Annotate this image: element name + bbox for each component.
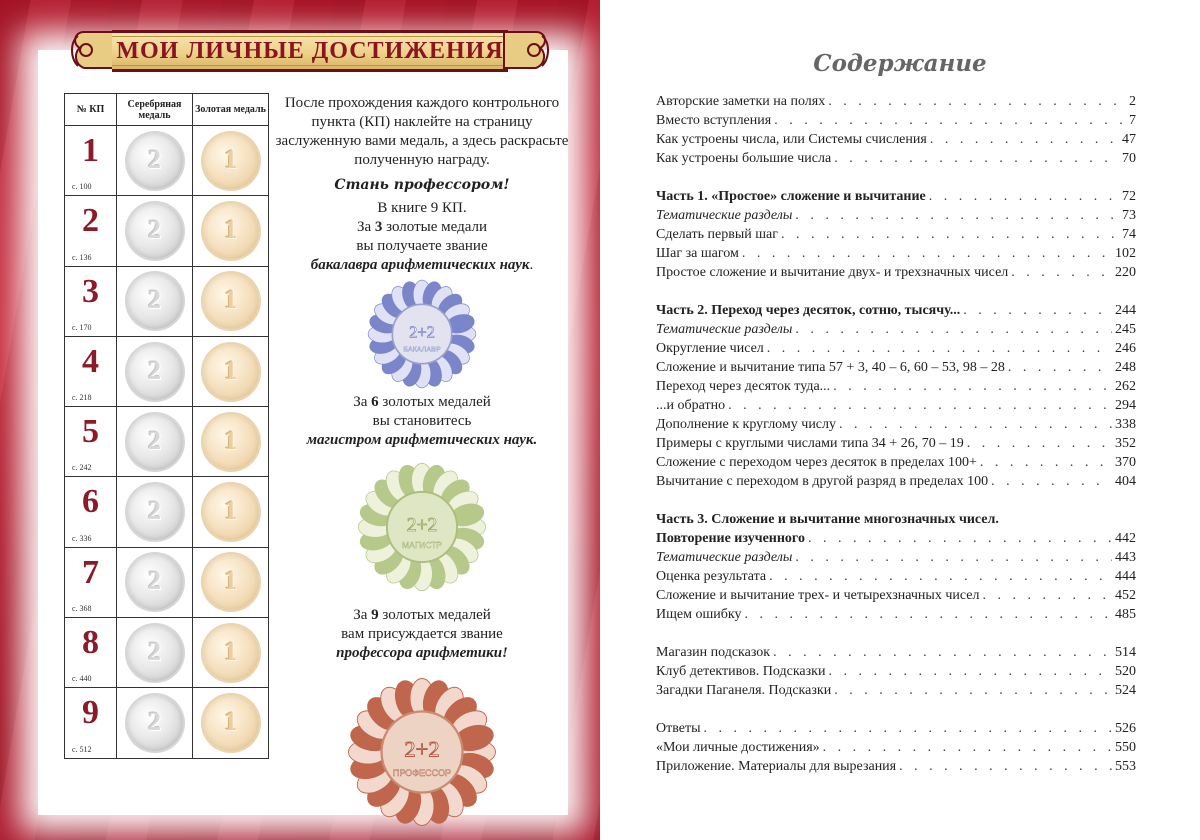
kp-number: 4 xyxy=(82,342,99,380)
professor-rosette-label: ПРОФЕССОР xyxy=(393,768,451,778)
silver-medal-cell xyxy=(117,688,193,758)
kp-cell xyxy=(65,266,117,336)
professor-rosette-text: 2+2 xyxy=(404,736,440,762)
toc-entry-page: 47 xyxy=(1122,132,1136,147)
toc-entry-label: Оценка результата xyxy=(656,569,767,584)
toc-entry-label: «Мои личные достижения» xyxy=(656,740,820,755)
gold-medal-cell xyxy=(193,547,269,617)
toc-entry-page: 102 xyxy=(1115,246,1136,261)
table-row xyxy=(65,196,269,266)
toc-entry-label: Сложение и вычитание типа 57 + 3, 40 – 6, 60 – 53, 98 – 28 xyxy=(656,360,1005,375)
toc-entry-page: 248 xyxy=(1115,360,1136,375)
toc-entry-label: Сделать первый шаг xyxy=(656,227,778,242)
toc-entry-page: 220 xyxy=(1115,265,1136,280)
gold-medal-icon: 1 xyxy=(203,695,259,751)
header-gold: Золотая медаль xyxy=(193,94,269,126)
toc-leader-dots xyxy=(929,187,1119,206)
toc-leader-dots xyxy=(967,434,1112,453)
bachelor-line-2: За 3 золотые медали xyxy=(356,219,488,235)
bachelor-line-3: вы получаете звание xyxy=(356,238,488,254)
table-row xyxy=(65,547,269,617)
toc-entry[interactable] xyxy=(656,206,1136,225)
kp-page-ref: с. 170 xyxy=(72,322,92,332)
kp-number: 8 xyxy=(82,624,99,662)
kp-number: 1 xyxy=(82,132,99,169)
professor-line-2: вам присуждается звание xyxy=(341,626,503,642)
bachelor-count: 3 xyxy=(374,219,383,235)
gold-medal-cell xyxy=(193,477,269,547)
toc-leader-dots xyxy=(828,92,1126,111)
toc-leader-dots xyxy=(930,130,1119,149)
toc-entry-page: 443 xyxy=(1115,550,1136,565)
silver-medal-icon: 2 xyxy=(127,554,183,610)
toc-leader-dots xyxy=(834,681,1112,700)
master-title: магистром арифметических наук. xyxy=(306,432,538,448)
toc-entry[interactable] xyxy=(656,586,1136,605)
gold-medal-cell xyxy=(193,407,269,477)
header-silver: Серебряная медаль xyxy=(117,94,193,126)
toc-entry-label: Загадки Паганеля. Подсказки xyxy=(656,683,832,698)
toc-spacer xyxy=(656,491,1136,510)
toc-entry-page: 526 xyxy=(1115,721,1136,736)
toc-entry-label: Вычитание с переходом в другой разряд в пределах 100 xyxy=(656,474,989,489)
toc-entry[interactable] xyxy=(656,130,1136,149)
kp-number: 7 xyxy=(82,553,99,591)
toc-leader-dots xyxy=(795,320,1112,339)
kp-cell xyxy=(65,547,117,617)
toc-entry-page: 338 xyxy=(1115,417,1136,432)
kp-cell xyxy=(65,336,117,406)
kp-page-ref: с. 242 xyxy=(72,463,92,473)
gold-medal-cell xyxy=(193,196,269,266)
toc-leader-dots xyxy=(823,738,1112,757)
toc-entry-page: 404 xyxy=(1115,474,1136,489)
silver-medal-cell xyxy=(117,266,193,336)
toc-entry[interactable] xyxy=(656,567,1136,586)
professor-rosette-icon xyxy=(347,677,497,827)
toc-entry-label: Сложение с переходом через десяток в пределах 100+ xyxy=(656,455,977,470)
toc-leader-dots xyxy=(728,396,1112,415)
silver-medal-icon: 2 xyxy=(127,695,183,751)
toc-entry-page: 550 xyxy=(1115,740,1136,755)
toc-entry-label: Округление чисел xyxy=(656,341,764,356)
kp-number: 2 xyxy=(82,202,99,240)
toc-leader-dots xyxy=(963,301,1112,320)
table-of-contents xyxy=(656,92,1136,776)
silver-medal-icon: 2 xyxy=(127,203,183,259)
toc-entry[interactable] xyxy=(656,529,1136,548)
toc-leader-dots xyxy=(704,719,1113,738)
toc-entry-label: Дополнение к круглому числу xyxy=(656,417,837,432)
toc-entry[interactable] xyxy=(656,681,1136,700)
toc-entry-label: Часть 1. «Простое» сложение и вычитание xyxy=(656,189,926,204)
kp-number: 6 xyxy=(82,483,99,521)
gold-medal-icon: 1 xyxy=(203,133,259,189)
master-rosette-label: МАГИСТР xyxy=(402,539,442,550)
toc-entry-page: 2 xyxy=(1129,94,1136,109)
toc-entry-page: 246 xyxy=(1115,341,1136,356)
toc-entry[interactable] xyxy=(656,605,1136,624)
silver-medal-cell xyxy=(117,547,193,617)
toc-entry-page: 70 xyxy=(1122,151,1136,166)
kp-page-ref: с. 100 xyxy=(72,182,92,192)
bachelor-rosette-text: 2+2 xyxy=(409,322,435,342)
gold-medal-cell xyxy=(193,688,269,758)
toc-entry-label: Простое сложение и вычитание двух- и трехзначных чисел xyxy=(656,265,1009,280)
gold-medal-icon: 1 xyxy=(203,203,259,259)
toc-entry[interactable] xyxy=(656,548,1136,567)
toc-entry-label: Приложение. Материалы для вырезания xyxy=(656,759,897,774)
toc-entry[interactable] xyxy=(656,263,1136,282)
kp-page-ref: с. 368 xyxy=(72,604,92,614)
toc-entry[interactable] xyxy=(656,472,1136,491)
toc-leader-dots xyxy=(834,149,1119,168)
kp-page-ref: с. 218 xyxy=(72,393,92,403)
toc-entry-label: Магазин подсказок xyxy=(656,645,771,660)
toc-entry[interactable] xyxy=(656,396,1136,415)
toc-entry-page: 72 xyxy=(1122,189,1136,204)
silver-medal-icon: 2 xyxy=(127,133,183,189)
toc-entry[interactable] xyxy=(656,757,1136,776)
gold-medal-cell xyxy=(193,266,269,336)
gold-medal-icon: 1 xyxy=(203,554,259,610)
toc-entry[interactable] xyxy=(656,434,1136,453)
gold-medal-icon: 1 xyxy=(203,273,259,329)
table-row xyxy=(65,266,269,336)
toc-entry-label: Клуб детективов. Подсказки xyxy=(656,664,826,679)
toc-entry-page: 262 xyxy=(1115,379,1136,394)
silver-medal-icon: 2 xyxy=(127,414,183,470)
toc-entry-label: Ответы xyxy=(656,721,701,736)
silver-medal-icon: 2 xyxy=(127,273,183,329)
toc-entry-page: 245 xyxy=(1115,322,1136,337)
banner-bar xyxy=(112,30,508,72)
toc-spacer xyxy=(656,624,1136,643)
toc-entry[interactable] xyxy=(656,415,1136,434)
toc-entry[interactable] xyxy=(656,453,1136,472)
kp-page-ref: с. 336 xyxy=(72,533,92,543)
gold-medal-icon: 1 xyxy=(203,484,259,540)
toc-entry[interactable] xyxy=(656,187,1136,206)
toc-entry-page: 74 xyxy=(1122,227,1136,242)
toc-entry[interactable] xyxy=(656,225,1136,244)
kp-page-ref: с. 440 xyxy=(72,674,92,684)
table-row xyxy=(65,688,269,758)
toc-spacer xyxy=(656,168,1136,187)
toc-spacer xyxy=(656,700,1136,719)
table-row xyxy=(65,336,269,406)
toc-entry-label: Тематические разделы xyxy=(656,208,793,223)
professor-title: профессора арифметики! xyxy=(336,645,508,661)
toc-entry-label: Переход через десяток туда... xyxy=(656,379,831,394)
toc-entry-page: 73 xyxy=(1122,208,1136,223)
master-rosette-icon xyxy=(357,462,487,592)
toc-entry-page: 352 xyxy=(1115,436,1136,451)
toc-entry[interactable] xyxy=(656,244,1136,263)
master-line-2: вы становитесь xyxy=(372,413,472,429)
toc-leader-dots xyxy=(795,548,1112,567)
kp-cell xyxy=(65,196,117,266)
toc-entry-page: 524 xyxy=(1115,683,1136,698)
kp-cell xyxy=(65,407,117,477)
gold-medal-cell xyxy=(193,336,269,406)
toc-leader-dots xyxy=(742,244,1112,263)
gold-medal-icon: 1 xyxy=(203,625,259,681)
toc-leader-dots xyxy=(828,662,1112,681)
toc-entry-page: 520 xyxy=(1115,664,1136,679)
silver-medal-cell xyxy=(117,477,193,547)
toc-leader-dots xyxy=(1011,263,1112,282)
scroll-ornament-left-icon xyxy=(70,22,118,80)
toc-entry[interactable] xyxy=(656,719,1136,738)
kp-cell xyxy=(65,126,117,196)
toc-entry-page: 485 xyxy=(1115,607,1136,622)
toc-entry-page: 514 xyxy=(1115,645,1136,660)
toc-leader-dots xyxy=(808,529,1112,548)
master-line-1: За 6 золотых медалей xyxy=(353,394,491,410)
right-page xyxy=(600,0,1200,840)
toc-entry-page: 442 xyxy=(1115,531,1136,546)
toc-entry[interactable] xyxy=(656,111,1136,130)
silver-medal-cell xyxy=(117,618,193,688)
kp-page-ref: с. 136 xyxy=(72,252,92,262)
toc-leader-dots xyxy=(774,111,1126,130)
toc-entry-page: 244 xyxy=(1115,303,1136,318)
toc-entry-label: ...и обратно xyxy=(656,398,726,413)
table-row xyxy=(65,618,269,688)
page-title: МОИ ЛИЧНЫЕ ДОСТИЖЕНИЯ xyxy=(116,37,504,64)
toc-leader-dots xyxy=(773,643,1112,662)
toc-entry-label: Повторение изученного xyxy=(656,531,805,546)
toc-leader-dots xyxy=(1008,358,1112,377)
table-row xyxy=(65,407,269,477)
toc-entry-label: Ищем ошибку xyxy=(656,607,742,622)
toc-entry-label: Тематические разделы xyxy=(656,550,793,565)
toc-entry-label: Вместо вступления xyxy=(656,113,772,128)
toc-leader-dots xyxy=(899,757,1112,776)
toc-entry[interactable] xyxy=(656,339,1136,358)
bachelor-title: бакалавра арифметических наук xyxy=(310,257,530,273)
toc-spacer xyxy=(656,282,1136,301)
award-description xyxy=(272,94,572,833)
silver-medal-cell xyxy=(117,196,193,266)
toc-entry[interactable] xyxy=(656,738,1136,757)
header-kp: № КП xyxy=(65,94,117,126)
scroll-ornament-right-icon xyxy=(502,22,550,80)
toc-entry-label: Тематические разделы xyxy=(656,322,793,337)
toc-entry-label: Как устроены числа, или Системы счисления xyxy=(656,132,927,147)
title-banner xyxy=(70,22,550,80)
toc-leader-dots xyxy=(744,605,1112,624)
toc-entry-label: Часть 2. Переход через десяток, сотню, тысячу... xyxy=(656,303,961,318)
toc-entry[interactable] xyxy=(656,320,1136,339)
medal-table xyxy=(64,93,269,759)
kp-cell xyxy=(65,618,117,688)
gold-medal-icon: 1 xyxy=(203,344,259,400)
silver-medal-icon: 2 xyxy=(127,484,183,540)
toc-entry[interactable] xyxy=(656,92,1136,111)
toc-entry-label: Часть 3. Сложение и вычитание многозначных чисел. xyxy=(656,512,999,527)
toc-entry-page: 7 xyxy=(1129,113,1136,128)
toc-leader-dots xyxy=(833,377,1112,396)
bachelor-rosette-icon xyxy=(367,279,477,389)
toc-leader-dots xyxy=(781,225,1119,244)
bachelor-line-4: бакалавра арифметических наук. xyxy=(310,257,534,273)
toc-entry-label: Авторские заметки на полях xyxy=(656,94,826,109)
toc-leader-dots xyxy=(991,472,1112,491)
bachelor-rosette-label: БАКАЛАВР xyxy=(403,345,441,354)
toc-entry-page: 294 xyxy=(1115,398,1136,413)
silver-medal-cell xyxy=(117,407,193,477)
gold-medal-cell xyxy=(193,618,269,688)
toc-title: Содержание xyxy=(813,50,987,77)
toc-entry-page: 452 xyxy=(1115,588,1136,603)
kp-number: 9 xyxy=(82,694,99,732)
kp-number: 3 xyxy=(82,272,99,310)
table-row xyxy=(65,477,269,547)
table-header-row xyxy=(65,94,269,126)
master-rosette-text: 2+2 xyxy=(406,514,438,536)
toc-entry[interactable] xyxy=(656,510,1136,529)
kp-number: 5 xyxy=(82,413,99,451)
toc-leader-dots xyxy=(982,586,1112,605)
kp-cell xyxy=(65,688,117,758)
toc-entry[interactable] xyxy=(656,662,1136,681)
toc-entry-label: Сложение и вычитание трех- и четырехзначных чисел xyxy=(656,588,980,603)
master-count: 6 xyxy=(371,394,379,410)
silver-medal-icon: 2 xyxy=(127,625,183,681)
toc-entry-page: 444 xyxy=(1115,569,1136,584)
toc-leader-dots xyxy=(839,415,1112,434)
gold-medal-cell xyxy=(193,126,269,196)
kp-page-ref: с. 512 xyxy=(72,744,92,754)
gold-medal-icon: 1 xyxy=(203,414,259,470)
toc-entry[interactable] xyxy=(656,301,1136,320)
table-row xyxy=(65,126,269,196)
toc-entry[interactable] xyxy=(656,643,1136,662)
toc-leader-dots xyxy=(980,453,1112,472)
toc-entry[interactable] xyxy=(656,149,1136,168)
toc-entry[interactable] xyxy=(656,377,1136,396)
become-professor-heading: Стань профессором! xyxy=(334,177,510,193)
professor-count: 9 xyxy=(371,607,379,623)
silver-medal-cell xyxy=(117,336,193,406)
toc-leader-dots xyxy=(795,206,1119,225)
toc-entry-label: Примеры с круглыми числами типа 34 + 26, 70 – 19 xyxy=(656,436,964,451)
silver-medal-cell xyxy=(117,126,193,196)
kp-cell xyxy=(65,477,117,547)
toc-entry[interactable] xyxy=(656,358,1136,377)
professor-line-1: За 9 золотых медалей xyxy=(353,607,491,623)
intro-text: После прохождения каждого контрольного пункта (КП) наклейте на страницу заслуженную вами медаль, а здесь раскрасьте полученную награду. xyxy=(275,95,569,168)
toc-leader-dots xyxy=(767,339,1112,358)
silver-medal-icon: 2 xyxy=(127,344,183,400)
toc-leader-dots xyxy=(769,567,1112,586)
toc-entry-label: Шаг за шагом xyxy=(656,246,739,261)
toc-entry-page: 370 xyxy=(1115,455,1136,470)
toc-entry-label: Как устроены большие числа xyxy=(656,151,832,166)
toc-entry-page: 553 xyxy=(1115,759,1136,774)
bachelor-line-1: В книге 9 КП. xyxy=(377,200,467,216)
